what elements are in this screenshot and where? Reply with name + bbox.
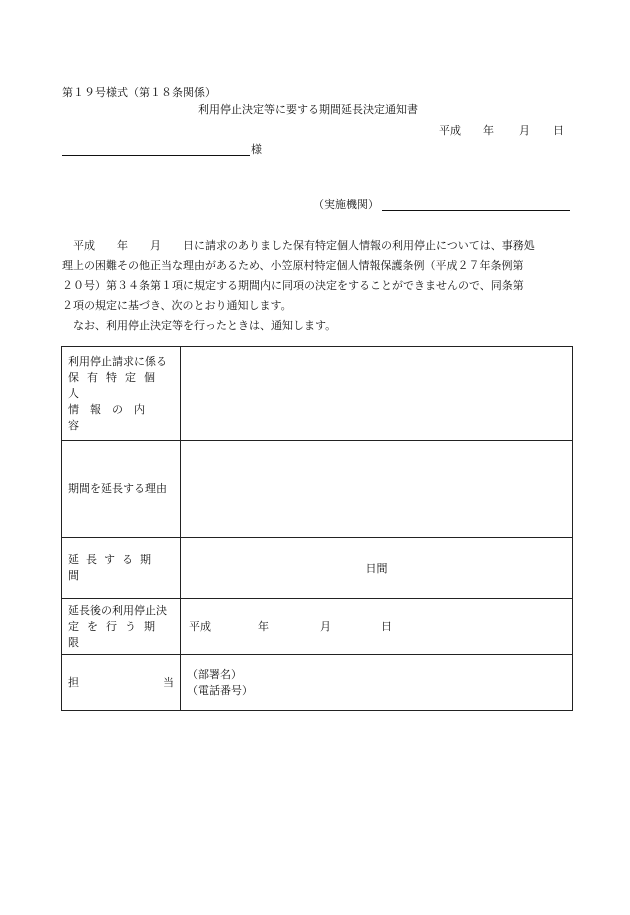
info-content-label: [62, 347, 181, 441]
department-label: （部署名）: [187, 667, 242, 681]
table-row: [62, 441, 573, 538]
agency-label: （実施機関）: [313, 198, 379, 211]
date-day: 日: [553, 124, 564, 137]
body-line: ２項の規定に基づき、次のとおり通知します。: [62, 299, 292, 312]
date-month: 月: [519, 124, 530, 137]
person-in-charge-label: [62, 655, 181, 711]
new-deadline-value[interactable]: [181, 599, 573, 655]
label-right-char: 当: [163, 675, 174, 689]
date-month: 月: [320, 620, 331, 633]
date-year: 年: [483, 124, 494, 137]
days-suffix: 日間: [365, 561, 388, 575]
body-line: ２０号）第３４条第１項に規定する期間内に同項の決定をすることができませんので、同条第: [62, 279, 524, 292]
label-left-char: 担: [68, 675, 79, 689]
addressee-name-line[interactable]: [62, 155, 250, 156]
document-title: 利用停止決定等に要する期間延長決定通知書: [198, 103, 418, 116]
body-line: 理上の困難その他正当な理由があるため、小笠原村特定個人情報保護条例（平成２７年条例第: [62, 259, 524, 272]
addressee-honorific: 様: [251, 143, 262, 156]
new-deadline-label: [62, 599, 181, 655]
info-content-value[interactable]: [181, 347, 573, 441]
issue-date: [439, 125, 564, 136]
label-line: 保有特定個人: [68, 370, 163, 400]
date-year: 年: [258, 620, 269, 633]
label-line: 利用停止請求に係る: [68, 354, 167, 368]
table-row: [62, 347, 573, 441]
date-era: 平成: [189, 620, 211, 633]
agency-name-line[interactable]: [382, 210, 570, 211]
person-in-charge-value[interactable]: [181, 655, 573, 711]
table-row: [62, 538, 573, 599]
body-line: 平成 年 月 日に請求のありました保有特定個人情報の利用停止については、事務処: [62, 239, 535, 252]
table-row: [62, 655, 573, 711]
body-line: なお、利用停止決定等を行ったときは、通知します。: [62, 319, 337, 332]
label-line: 期間を延長する理由: [68, 482, 167, 495]
label-line: 延長する期間: [68, 553, 158, 582]
label-line: [68, 675, 174, 691]
date-day: 日: [381, 620, 392, 633]
deadline-date: [181, 621, 572, 632]
extension-period-label: [62, 538, 181, 599]
label-line: 情報の内容: [68, 402, 156, 432]
extension-reason-value[interactable]: [181, 441, 573, 538]
label-line: 定を行う期限: [68, 619, 163, 649]
date-era: 平成: [439, 124, 461, 137]
table-row: [62, 599, 573, 655]
notice-body: [62, 236, 574, 336]
notice-details-table: [61, 346, 573, 711]
extension-period-value[interactable]: [181, 538, 573, 599]
label-line: 延長後の利用停止決: [68, 603, 167, 617]
phone-label: （電話番号）: [187, 683, 253, 697]
form-number: 第１９号様式（第１８条関係）: [62, 86, 216, 99]
extension-reason-label: [62, 441, 181, 538]
